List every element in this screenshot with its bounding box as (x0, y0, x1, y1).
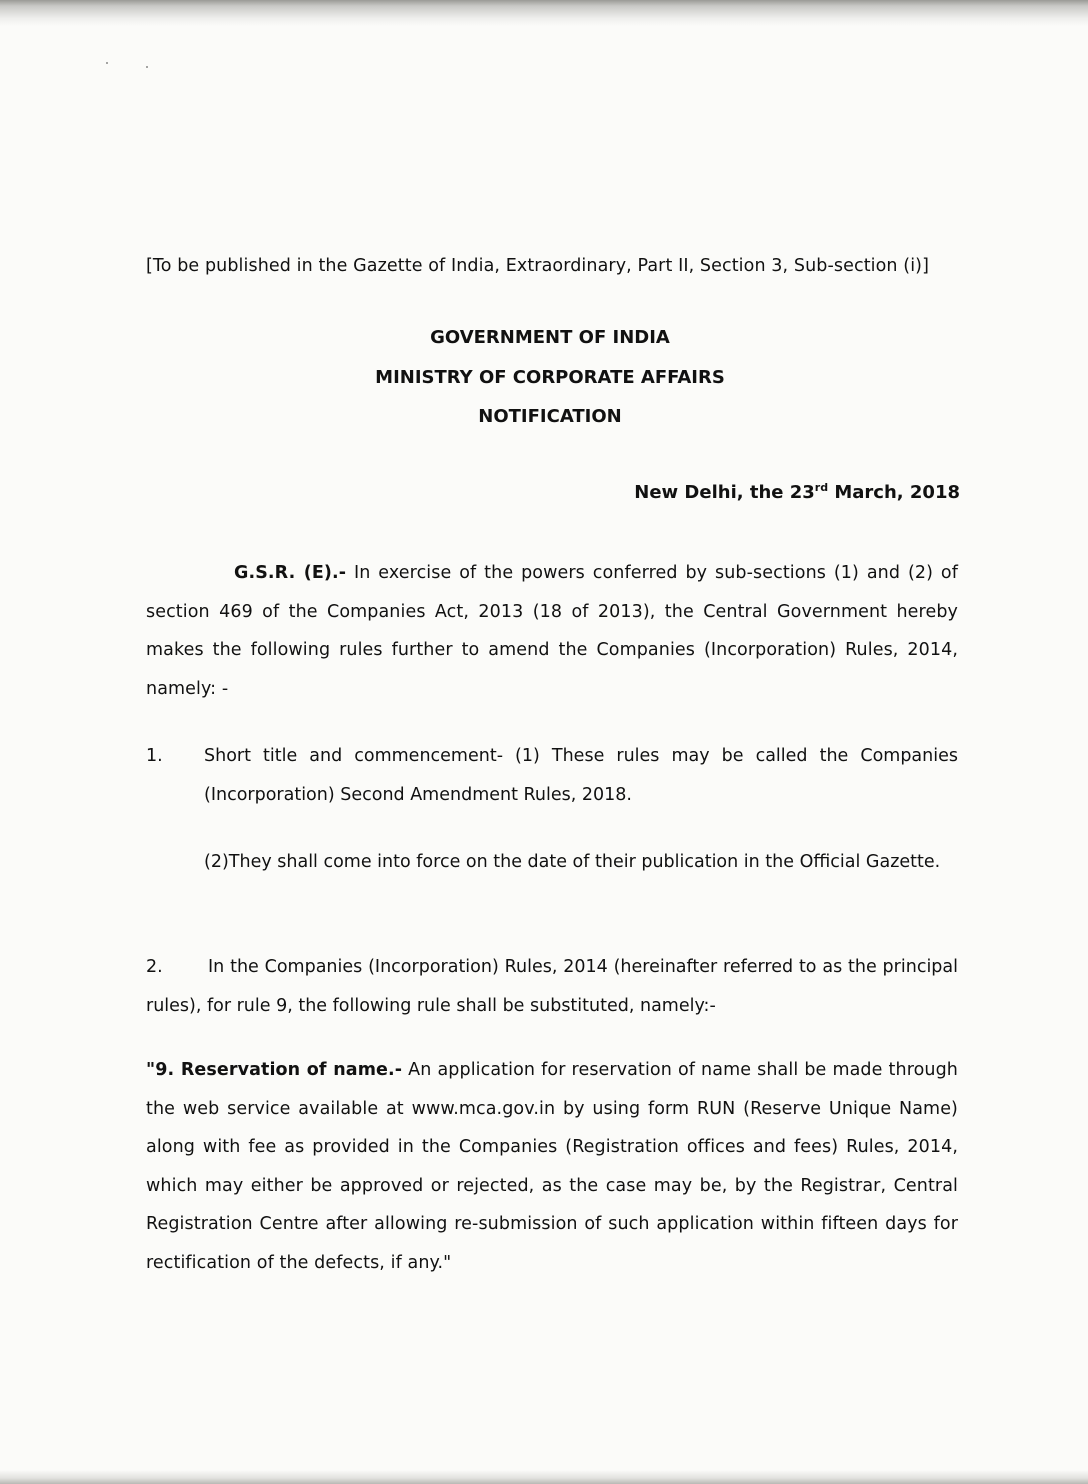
heading-notification: NOTIFICATION (478, 406, 622, 427)
rule-1-subclause-content: (2)They shall come into force on the date of their publication in the Official Gazette. (204, 852, 941, 872)
rule-9-body: An application for reservation of name shall be made through the web service available at www.mca.gov.in by using form RUN (Reserve Unique Name) along with fee as provided in the Companies (Registration offices and fees) Rules, 2014, which may either be approved or rejected, as the case may be, by the Registrar, Central Registration Centre after allowing re-submission of such application within fifteen days for rectification of the defects, if any." (146, 1060, 958, 1273)
scan-shadow-bottom (0, 1470, 1088, 1484)
rule-9-substituted-text (146, 1051, 958, 1282)
gazette-publication-note: [To be published in the Gazette of India, Extraordinary, Part II, Section 3, Sub-section (i)] (146, 256, 930, 276)
preamble-text: In exercise of the powers conferred by sub-sections (1) and (2) of section 469 of the Companies Act, 2013 (18 of 2013), the Central Government hereby makes the following rules further to amend the Companies (Incorporation) Rules, 2014, namely: - (146, 563, 958, 699)
scan-speck (146, 66, 148, 68)
rule-1-subclause-text (204, 843, 958, 882)
scan-shadow-top (0, 0, 1088, 26)
rule-1 (146, 737, 958, 857)
heading-ministry: MINISTRY OF CORPORATE AFFAIRS (375, 367, 725, 388)
dateline-prefix: New Delhi, the 23 (634, 482, 815, 503)
scan-speck (106, 62, 108, 64)
rule-2 (146, 948, 958, 1028)
gsr-reference: G.S.R. (E).- (234, 563, 347, 583)
dateline-suffix: March, 2018 (828, 482, 960, 503)
preamble-paragraph (146, 554, 958, 708)
dateline (634, 482, 960, 504)
rule-1-subclause (146, 843, 958, 923)
rule-1-number: 1. (146, 746, 163, 766)
rule-1-text: Short title and commencement- (1) These rules may be called the Companies (Incorporation) Second Amendment Rules, 2018. (204, 746, 958, 805)
rule-2-text: In the Companies (Incorporation) Rules, 2014 (hereinafter referred to as the principal rules), for rule 9, the following rule shall be substituted, namely:- (146, 957, 958, 1016)
rule-9-heading: "9. Reservation of name.- (146, 1060, 403, 1080)
dateline-ordinal: rd (814, 481, 829, 494)
rule-2-number: 2. (146, 957, 163, 977)
heading-government: GOVERNMENT OF INDIA (430, 327, 670, 348)
